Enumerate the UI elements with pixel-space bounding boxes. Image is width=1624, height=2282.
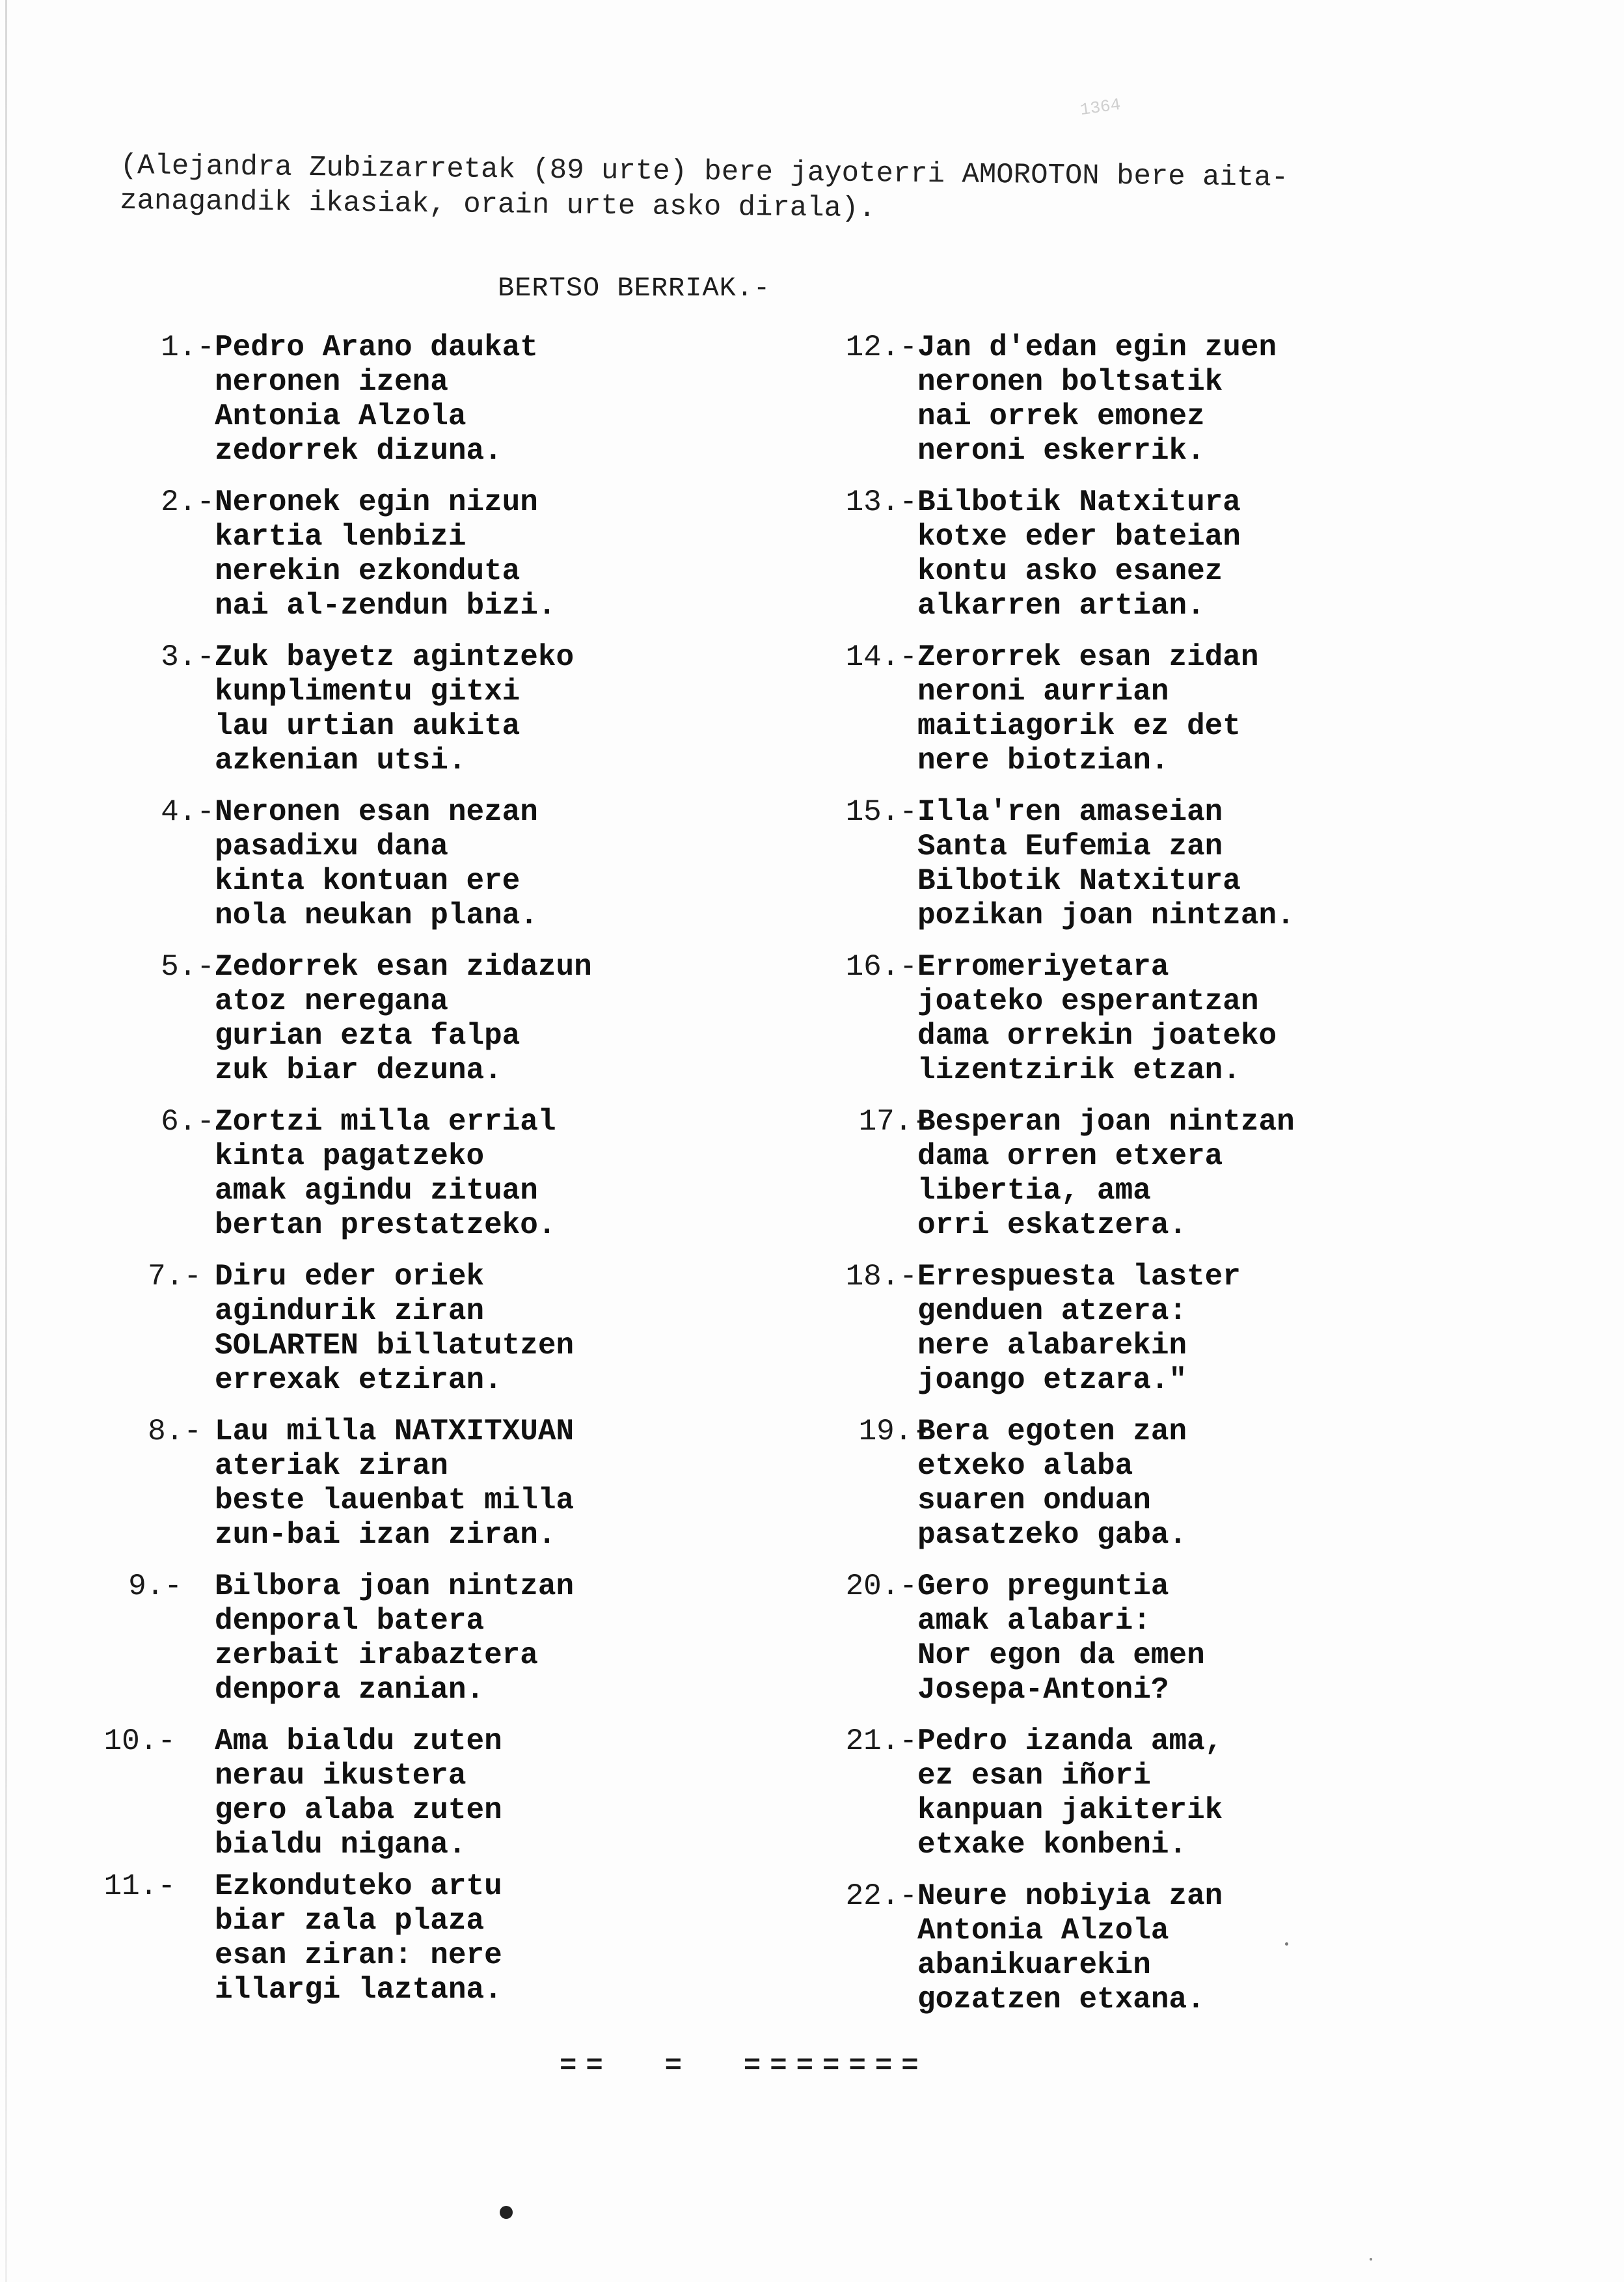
verse-line: nai orrek emonez	[917, 400, 1205, 433]
verse-line: lizentzirik etzan.	[917, 1053, 1241, 1087]
verse-line: pozikan joan nintzan.	[917, 899, 1295, 932]
verse-line: dama orren etxera	[917, 1139, 1223, 1173]
verse-number: 7.-	[148, 1260, 202, 1294]
verse-line: Jan d'edan egin zuen	[917, 331, 1277, 364]
verse-line: Bera egoten zan	[917, 1415, 1187, 1448]
verse-line: Ama bialdu zuten	[215, 1724, 502, 1758]
verse-line: SOLARTEN billatutzen	[215, 1329, 575, 1363]
verse-line: pasadixu dana	[215, 830, 448, 863]
verse-line: Diru eder oriek	[215, 1260, 485, 1294]
verse-number: 8.-	[148, 1415, 202, 1448]
verse-line: denporal batera	[215, 1604, 485, 1638]
verse-line: zerbait irabaztera	[215, 1638, 538, 1672]
verse-lines	[917, 331, 1277, 469]
verse-lines	[215, 640, 574, 778]
verse-line: Neure nobiyia zan	[917, 1879, 1223, 1913]
verse-line: zun-bai izan ziran.	[215, 1518, 556, 1552]
verse-line: nerekin ezkonduta	[215, 554, 521, 588]
verse-line: kotxe eder bateian	[917, 520, 1241, 554]
verse-lines	[917, 1260, 1241, 1398]
header-note	[120, 148, 1519, 234]
verse-line: kontu asko esanez	[917, 554, 1223, 588]
verse-line: Pedro izanda ama,	[917, 1724, 1223, 1758]
verse-lines	[917, 1105, 1295, 1243]
verse-line: azkenian utsi.	[215, 744, 467, 778]
verse-line: Illa'ren amaseian	[917, 795, 1223, 829]
verse-line: Nor egon da emen	[917, 1638, 1205, 1672]
verse-line: lau urtian aukita	[215, 709, 521, 743]
verse-line: Pedro Arano daukat	[215, 331, 538, 364]
verse-line: atoz neregana	[215, 985, 448, 1018]
verse-line: bertan prestatzeko.	[215, 1208, 556, 1242]
verse-line: Bilbora joan nintzan	[215, 1569, 575, 1603]
ink-speck	[1370, 2258, 1372, 2261]
verse-line: kanpuan jakiterik	[917, 1793, 1223, 1827]
verse-lines	[917, 950, 1277, 1088]
verse-line: Erromeriyetara	[917, 950, 1169, 984]
verse-line: amak agindu zituan	[215, 1174, 538, 1208]
verse-line: neroni eskerrik.	[917, 434, 1205, 468]
verse-line: neroni aurrian	[917, 675, 1169, 709]
verse-line: ateriak ziran	[215, 1449, 448, 1483]
verse-lines	[215, 1569, 574, 1707]
verse-line: Bilbotik Natxitura	[917, 485, 1241, 519]
verse-lines	[215, 1724, 502, 1862]
verse-line: Santa Eufemia zan	[917, 830, 1223, 863]
verse-line: denpora zanian.	[215, 1673, 485, 1707]
verse-number: 22.-	[845, 1879, 917, 1913]
verse-lines	[917, 795, 1295, 933]
verse-line: Ezkonduteko artu	[215, 1869, 502, 1903]
verse-line: nere alabarekin	[917, 1329, 1187, 1363]
verse-number: 19.-	[858, 1415, 930, 1448]
verse-line: suaren onduan	[917, 1484, 1151, 1517]
verse-line: joateko esperantzan	[917, 985, 1259, 1018]
verse-line: pasatzeko gaba.	[917, 1518, 1187, 1552]
verse-line: amak alabari:	[917, 1604, 1151, 1638]
ink-dot	[500, 2206, 513, 2219]
header-line-2: zanagandik ikasiak, orain urte asko dirala).	[119, 184, 876, 226]
verse-line: Antonia Alzola	[215, 400, 467, 433]
verse-line: nai al-zendun bizi.	[215, 589, 556, 623]
verse-number: 6.-	[161, 1105, 215, 1139]
verse-line: zedorrek dizuna.	[215, 434, 502, 468]
verse-lines	[215, 485, 556, 623]
verse-lines	[917, 1415, 1187, 1553]
verse-number: 14.-	[845, 640, 917, 674]
verse-line: Zortzi milla errial	[215, 1105, 556, 1139]
verse-lines	[215, 1260, 574, 1398]
verse-line: dama orrekin joateko	[917, 1019, 1277, 1053]
verse-line: alkarren artian.	[917, 589, 1205, 623]
verse-line: Zerorrek esan zidan	[917, 640, 1259, 674]
verse-line: etxeko alaba	[917, 1449, 1133, 1483]
verse-number: 3.-	[161, 640, 215, 674]
verse-lines	[917, 640, 1259, 778]
verse-line: kunplimentu gitxi	[215, 675, 521, 709]
verse-lines	[215, 1105, 556, 1243]
verse-line: kartia lenbizi	[215, 520, 467, 554]
verse-number: 17.-	[858, 1105, 930, 1139]
verse-lines	[215, 1869, 502, 2007]
verse-line: abanikuarekin	[917, 1948, 1151, 1982]
verse-line: Zedorrek esan zidazun	[215, 950, 592, 984]
verse-line: libertia, ama	[917, 1174, 1151, 1208]
verse-line: gozatzen etxana.	[917, 1983, 1205, 2017]
verse-lines	[917, 485, 1241, 623]
verse-line: kinta pagatzeko	[215, 1139, 485, 1173]
verse-number: 18.-	[845, 1260, 917, 1294]
verse-line: neronen izena	[215, 365, 448, 399]
verse-lines	[215, 950, 592, 1088]
verse-line: gurian ezta falpa	[215, 1019, 521, 1053]
verse-line: gero alaba zuten	[215, 1793, 502, 1827]
closing-separator: == = =======	[560, 2050, 928, 2082]
verse-line: nola neukan plana.	[215, 899, 538, 932]
verse-number: 10.-	[103, 1724, 176, 1758]
verse-line: kinta kontuan ere	[215, 864, 521, 898]
verse-line: Josepa-Antoni?	[917, 1673, 1169, 1707]
verse-line: Neronen esan nezan	[215, 795, 538, 829]
header-line-1: (Alejandra Zubizarretak (89 urte) bere jayoterri AMOROTON bere aita-	[120, 149, 1289, 195]
verse-line: etxake konbeni.	[917, 1828, 1187, 1862]
verse-line: biar zala plaza	[215, 1904, 485, 1938]
verse-line: Antonia Alzola	[917, 1914, 1169, 1948]
verse-number: 9.-	[128, 1569, 182, 1603]
verse-line: agindurik ziran	[215, 1294, 485, 1328]
page-title: BERTSO BERRIAK.-	[498, 273, 771, 304]
verse-line: Lau milla NATXITXUAN	[215, 1415, 575, 1448]
verse-number: 2.-	[161, 485, 215, 519]
verse-line: ez esan iñori	[917, 1759, 1151, 1793]
verse-lines	[917, 1879, 1223, 2017]
verse-number: 5.-	[161, 950, 215, 984]
verse-line: Zuk bayetz agintzeko	[215, 640, 575, 674]
faint-page-number: 1364	[1079, 94, 1122, 120]
verse-line: Neronek egin nizun	[215, 485, 538, 519]
verse-line: beste lauenbat milla	[215, 1484, 575, 1517]
verse-line: errexak etziran.	[215, 1363, 502, 1397]
verse-number: 12.-	[845, 331, 917, 364]
verse-line: Errespuesta laster	[917, 1260, 1241, 1294]
left-edge-shadow	[5, 0, 7, 2282]
verse-number: 15.-	[845, 795, 917, 829]
verse-line: joango etzara."	[917, 1363, 1187, 1397]
verse-line: nerau ikustera	[215, 1759, 467, 1793]
verse-number: 21.-	[845, 1724, 917, 1758]
verse-line: bialdu nigana.	[215, 1828, 467, 1862]
verse-line: Besperan joan nintzan	[917, 1105, 1295, 1139]
verse-number: 4.-	[161, 795, 215, 829]
verse-line: zuk biar dezuna.	[215, 1053, 502, 1087]
verse-lines	[215, 1415, 574, 1553]
verse-line: genduen atzera:	[917, 1294, 1187, 1328]
verse-number: 11.-	[103, 1869, 176, 1903]
verse-line: Gero preguntia	[917, 1569, 1169, 1603]
verse-line: neronen boltsatik	[917, 365, 1223, 399]
verse-number: 13.-	[845, 485, 917, 519]
verse-line: nere biotzian.	[917, 744, 1169, 778]
verse-lines	[215, 331, 538, 469]
verse-number: 16.-	[845, 950, 917, 984]
verse-line: orri eskatzera.	[917, 1208, 1187, 1242]
ink-speck	[1285, 1942, 1288, 1946]
verse-line: illargi laztana.	[215, 1973, 502, 2007]
verse-lines	[917, 1569, 1205, 1707]
verse-number: 20.-	[845, 1569, 917, 1603]
verse-line: Bilbotik Natxitura	[917, 864, 1241, 898]
verse-lines	[917, 1724, 1223, 1862]
verse-line: esan ziran: nere	[215, 1938, 502, 1972]
verse-line: maitiagorik ez det	[917, 709, 1241, 743]
verse-lines	[215, 795, 538, 933]
verse-number: 1.-	[161, 331, 215, 364]
